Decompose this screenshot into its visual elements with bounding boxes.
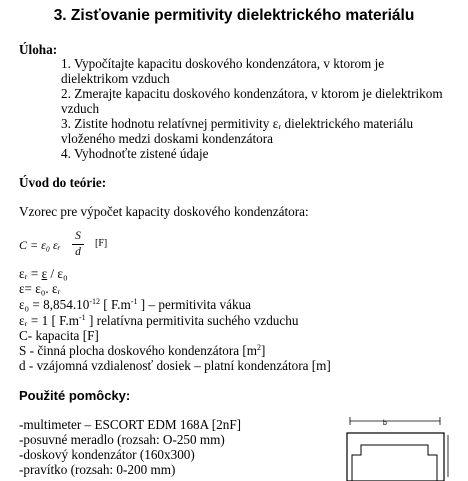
eps0-description: ] – permitivita vákua [137,297,252,312]
eps-r-rest: / ε₀ [50,266,68,281]
formula-lhs: C = ε₀ εᵣ [19,238,61,252]
plate-inner-contour [352,445,437,481]
eps-r-air-value: εᵣ = 1 [ F.m [19,313,80,328]
s-close: ] [261,343,266,358]
formula-numerator: S [75,230,81,242]
eps-r-numerator: ε [41,266,48,281]
d-definition: d - vzájomná vzdialenosť dosiek – platní kondenzátora [m] [19,358,331,373]
eps-r-air-definition [19,313,298,328]
eps0-value: ε₀ = 8,854.10 [19,297,90,312]
task-item-3-line-2: vloženého medzi doskami kondenzátora [61,131,274,146]
c-definition: C- kapacita [F] [19,328,99,343]
eps0-exponent: -12 [89,297,100,306]
task-item-1-line-2: dielektrikom vzduch [61,71,170,86]
page-title: 3. Zisťovanie permitivity dielektrického materiálu [53,7,415,24]
theory-heading: Úvod do teórie: [19,175,107,190]
tool-item-2: -posuvné meradlo (rozsah: O-250 mm) [19,432,225,447]
capacitance-formula [19,230,139,262]
tool-item-1: -multimeter – ESCORT EDM 168A [2nF] [19,417,242,432]
plate-outline [347,433,444,481]
s-exponent: 2 [257,343,262,352]
formula-denominator: d [75,246,81,258]
eps0-definition [19,297,251,312]
task-item-2-line-2: vzduch [61,101,100,116]
task-item-4: 4. Vyhodnoťte zistené údaje [61,146,209,161]
eps0-unit-open: [ F.m [100,297,131,312]
tool-item-4: -pravítko (rozsah: 0-200 mm) [19,462,176,477]
s-definition [19,343,265,358]
tool-item-3: -doskový kondenzátor (160x300) [19,447,195,462]
formula-unit: [F] [95,238,108,249]
eps-r-air-description: ] relatívna permitivita suchého vzduchu [85,313,299,328]
task-item-1-line-1: 1. Vypočítajte kapacitu doskového kondenzátora, v ktorom je [61,56,385,71]
task-item-3-line-1: 3. Zistite hodnotu relatívnej permitivity εᵣ dielektrického materiálu [61,116,414,131]
dimension-label-b: b [383,420,387,427]
task-heading: Úloha: [19,42,58,57]
theory-intro: Vzorec pre výpočet kapacity doskového kondenzátora: [19,204,309,219]
task-item-2-line-1: 2. Zmerajte kapacitu doskového kondenzátora, v ktorom je dielektrikom [61,86,443,101]
s-description: S - činná plocha doskového kondenzátora [m [19,343,258,358]
capacitor-plate-drawing [340,415,465,481]
formula-fraction [71,230,85,259]
tools-heading: Použité pomôcky: [19,388,131,403]
fraction-bar [72,244,84,245]
eps-r-lhs: εᵣ = [19,266,42,281]
eps0-unit-exponent: -1 [130,297,138,306]
eps-r-air-exponent: -1 [79,313,86,322]
eps-r-definition [19,266,68,281]
eps-product-definition: ε= ε₀. εᵣ [19,281,61,296]
